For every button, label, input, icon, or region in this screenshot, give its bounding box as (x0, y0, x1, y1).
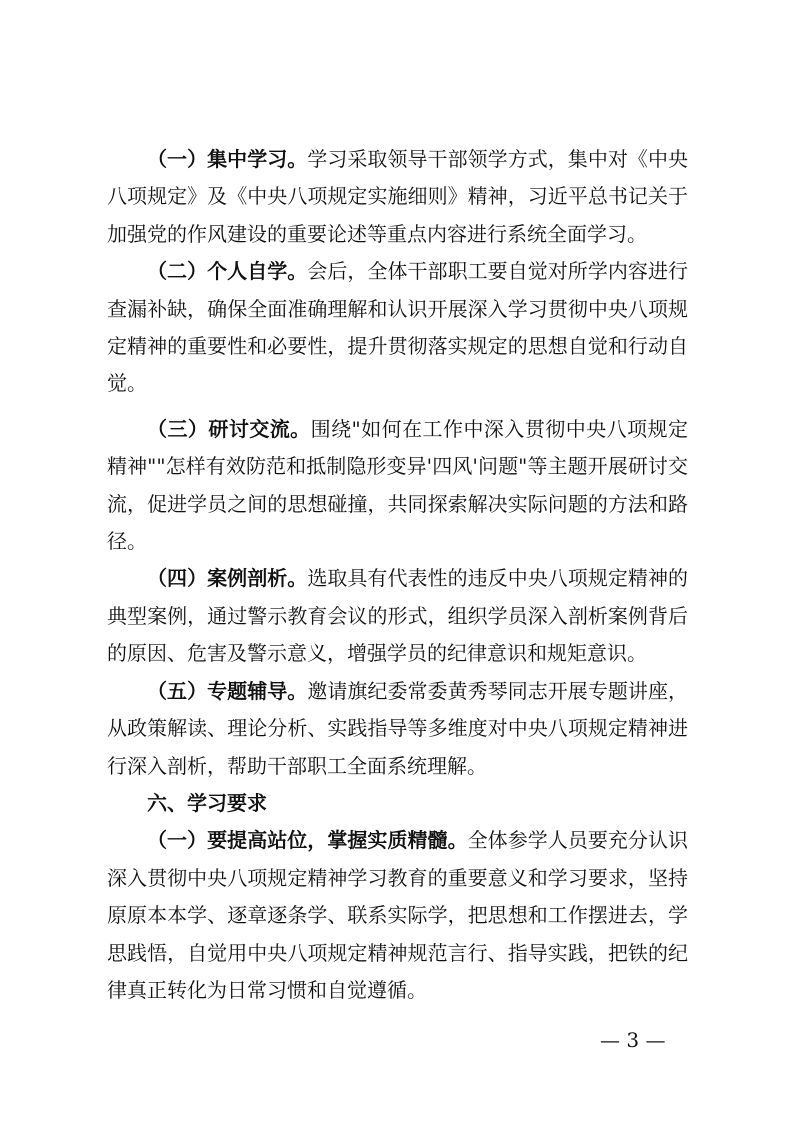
paragraph-lead: （二）个人自学。 (147, 259, 308, 284)
paragraph-requirement (107, 822, 688, 1009)
document-body (107, 141, 688, 1009)
paragraph-text: 围绕"如何在工作中深入贯彻中央八项规定精神""怎样有效防范和抵制隐形变异'四风'问题"等主题开展研讨交流，促进学员之间的思想碰撞，共同探索解决实际问题的方法和路径。 (107, 416, 689, 554)
paragraph-centralized-study (107, 141, 688, 253)
paragraph-text: 全体参学人员要充分认识深入贯彻中央八项规定精神学习教育的重要意义和学习要求，坚持原原本本学、逐章逐条学、联系实际学，把思想和工作摆进去，学思践悟，自觉用中央八项规定精神规范言行、指导实践，把铁的纪律真正转化为日常习惯和自觉遵循。 (107, 828, 689, 1002)
paragraph-lead: （一）要提高站位，掌握实质精髓。 (147, 828, 468, 853)
paragraph-self-study (107, 253, 688, 403)
paragraph-tutoring (107, 673, 688, 785)
paragraph-text: 邀请旗纪委常委黄秀琴同志开展专题讲座，从政策解读、理论分析、实践指导等多维度对中央八项规定精神进行深入剖析，帮助干部职工全面系统理解。 (107, 678, 689, 778)
paragraph-lead: （五）专题辅导。 (147, 678, 308, 703)
paragraph-case-analysis (107, 560, 688, 672)
paragraph-text: 会后，全体干部职工要自觉对所学内容进行查漏补缺，确保全面准确理解和认识开展深入学习贯彻中央八项规定精神的重要性和必要性，提升贯彻落实规定的思想自觉和行动自觉。 (107, 259, 689, 396)
paragraph-lead: （一）集中学习。 (147, 147, 308, 171)
paragraph-text: 学习采取领导干部领学方式，集中对《中央八项规定》及《中央八项规定实施细则》精神，习近平总书记关于加强党的作风建设的重要论述等重点内容进行系统全面学习。 (107, 147, 689, 246)
page-number: — 3 — (600, 1028, 666, 1052)
paragraph-text: 选取具有代表性的违反中央八项规定精神的典型案例，通过警示教育会议的形式，组织学员深入剖析案例背后的原因、危害及警示意义，增强学员的纪律意识和规矩意识。 (107, 566, 689, 666)
paragraph-discussion (107, 411, 688, 561)
paragraph-lead: （四）案例剖析。 (147, 566, 308, 591)
section-heading: 六、学习要求 (147, 790, 267, 815)
paragraph-lead: （三）研讨交流。 (147, 416, 311, 441)
